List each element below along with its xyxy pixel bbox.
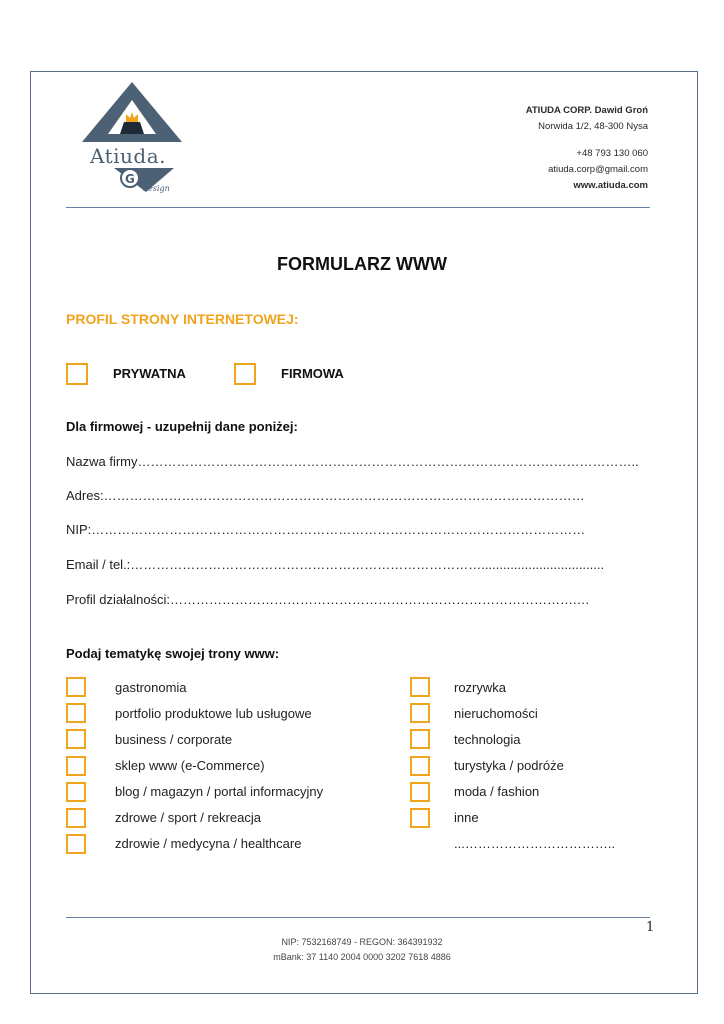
checkbox-topic-gastronomia[interactable] (66, 677, 86, 697)
topic-label: nieruchomości (454, 706, 538, 721)
field-label: Adres: (66, 488, 104, 503)
topic-label: gastronomia (115, 680, 187, 695)
header-divider (66, 207, 650, 208)
footer-bank-info: mBank: 37 1140 2004 0000 3202 7618 4886 (273, 952, 451, 962)
footer-divider (66, 917, 650, 918)
field-dots: ………………………………………………………………………………….… (170, 592, 590, 607)
topic-label: moda / fashion (454, 784, 540, 799)
profile-section-title: PROFIL STRONY INTERNETOWEJ: (66, 311, 299, 327)
logo-letter: G (125, 172, 135, 186)
checkbox-topic-technologia[interactable] (410, 729, 430, 749)
checkbox-firmowa[interactable] (234, 363, 256, 385)
field-dots: ………………………………………………………………………………………………… (103, 488, 585, 503)
company-name: ATIUDA CORP. Dawid Groń (525, 105, 648, 116)
topic-label: sklep www (e-Commerce) (115, 758, 265, 773)
field-label: NIP: (66, 522, 92, 537)
topic-label: blog / magazyn / portal informacyjny (115, 784, 324, 799)
form-title: FORMULARZ WWW (277, 254, 447, 274)
footer-tax-info: NIP: 7532168749 - REGON: 364391932 (281, 937, 443, 947)
topic-label: inne (454, 810, 479, 825)
field-business-profile[interactable] (66, 592, 652, 607)
field-label: Email / tel.: (66, 557, 131, 572)
field-dots: ……………………………………………………………………….................................. (130, 557, 605, 572)
field-nip[interactable] (66, 522, 652, 537)
field-dots: …………………………………………………………………………………………………… (91, 522, 586, 537)
company-website: www.atiuda.com (573, 180, 648, 191)
checkbox-topic-moda[interactable] (410, 782, 430, 802)
topic-label: rozrywka (454, 680, 507, 695)
topic-label: business / corporate (115, 732, 233, 747)
field-company-name[interactable] (66, 454, 652, 469)
checkbox-topic-inne[interactable] (410, 808, 430, 828)
field-label: Nazwa firmy (66, 454, 138, 469)
field-address[interactable] (66, 488, 652, 503)
checkbox-topic-business[interactable] (66, 729, 86, 749)
company-info (526, 103, 648, 194)
logo-design-text: design (143, 184, 170, 193)
topic-label: zdrowe / sport / rekreacja (115, 810, 261, 825)
checkbox-topic-zdrowe-sport[interactable] (66, 808, 86, 828)
page-number: 1 (646, 920, 655, 935)
checkbox-topic-portfolio[interactable] (66, 703, 86, 723)
topic-label: turystyka / podróże (454, 758, 564, 773)
company-phone: +48 793 130 060 (576, 148, 648, 159)
field-email-tel[interactable] (66, 557, 652, 572)
field-dots: …………………………………………………………………………………………………….. (137, 454, 639, 469)
checkbox-topic-nieruchomosci[interactable] (410, 703, 430, 723)
checkbox-topic-sklep[interactable] (66, 756, 86, 776)
field-label: Profil działalności: (66, 592, 171, 607)
checkbox-topic-blog[interactable] (66, 782, 86, 802)
logo-text: Atiuda. (90, 144, 166, 168)
topic-label: zdrowie / medycyna / healthcare (115, 836, 302, 851)
checkbox-prywatna[interactable] (66, 363, 88, 385)
option-label-firmowa: FIRMOWA (281, 366, 344, 381)
topic-label: portfolio produktowe lub usługowe (115, 706, 312, 721)
checkbox-topic-zdrowie-medycyna[interactable] (66, 834, 86, 854)
topic-label: technologia (454, 732, 521, 747)
company-address: Norwida 1/2, 48-300 Nysa (538, 121, 648, 132)
topic-other-input[interactable]: ...…………………………….. (454, 836, 616, 851)
checkbox-topic-rozrywka[interactable] (410, 677, 430, 697)
company-data-heading: Dla firmowej - uzupełnij dane poniżej: (66, 419, 298, 434)
option-label-prywatna: PRYWATNA (113, 366, 186, 381)
company-email: atiuda.corp@gmail.com (548, 164, 648, 175)
checkbox-topic-turystyka[interactable] (410, 756, 430, 776)
topics-heading: Podaj tematykę swojej trony www: (66, 646, 280, 661)
